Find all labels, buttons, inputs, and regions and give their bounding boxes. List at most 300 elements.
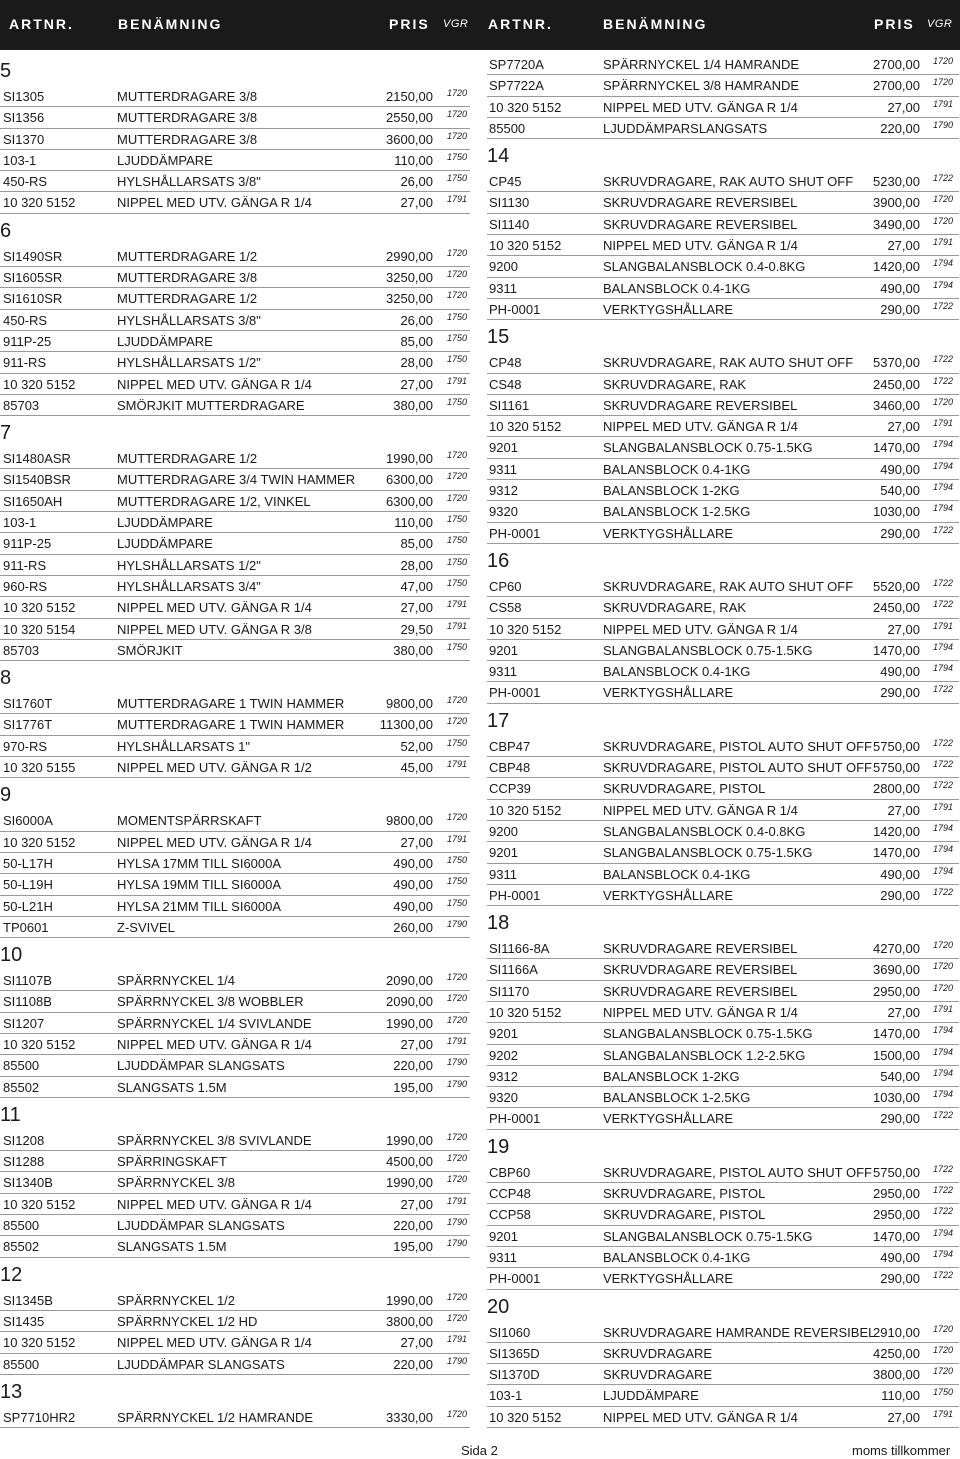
item-price: 27,00 — [400, 1196, 433, 1212]
article-number: 9200 — [489, 823, 518, 839]
price-list-row — [487, 416, 959, 437]
article-number: SI1166-8A — [489, 941, 550, 957]
item-name: SKRUVDRAGARE, RAK AUTO SHUT OFF — [603, 578, 854, 594]
product-group-code: 1722 — [933, 737, 954, 748]
product-group-code: 1750 — [447, 354, 468, 365]
item-price: 1990,00 — [386, 1015, 433, 1031]
item-name: SKRUVDRAGARE REVERSIBEL — [603, 216, 798, 232]
item-name: HYLSA 17MM TILL SI6000A — [117, 855, 282, 871]
item-name: NIPPEL MED UTV. GÄNGA R 1/4 — [603, 1409, 798, 1425]
group-number: 17 — [487, 709, 510, 732]
price-list-row — [487, 256, 959, 277]
item-price: 490,00 — [880, 461, 920, 477]
price-list-row — [0, 619, 470, 640]
item-name: SLANGBALANSBLOCK 1.2-2.5KG — [603, 1047, 806, 1063]
item-price: 2550,00 — [386, 110, 433, 126]
article-number: 10 320 5152 — [489, 99, 562, 115]
product-group-code: 1750 — [447, 641, 468, 652]
item-price: 380,00 — [393, 642, 433, 658]
article-number: SP7720A — [489, 57, 544, 72]
price-list-row — [487, 1407, 959, 1428]
item-name: MUTTERDRAGARE 3/8 — [117, 131, 258, 147]
item-price: 6300,00 — [386, 493, 433, 509]
item-price: 1990,00 — [386, 451, 433, 467]
article-number: SI1356 — [3, 110, 45, 126]
item-name: SKRUVDRAGARE REVERSIBEL — [603, 983, 798, 999]
item-price: 9800,00 — [386, 696, 433, 712]
product-group-code: 1722 — [933, 599, 954, 610]
price-list-row — [0, 991, 470, 1012]
item-price: 490,00 — [880, 866, 920, 882]
product-group-code: 1720 — [933, 982, 954, 993]
price-list-row — [487, 736, 959, 757]
item-name: LJUDDÄMPARSLANGSATS — [603, 120, 768, 136]
item-name: NIPPEL MED UTV. GÄNGA R 1/4 — [117, 834, 312, 850]
item-price: 2090,00 — [386, 994, 433, 1010]
price-list-row — [487, 981, 959, 1002]
item-price: 2450,00 — [873, 600, 920, 616]
price-list-row — [0, 1151, 470, 1172]
item-price: 27,00 — [887, 1004, 920, 1020]
item-name: NIPPEL MED UTV. GÄNGA R 1/4 — [117, 376, 312, 392]
article-number: PH-0001 — [489, 525, 541, 541]
price-list-row — [0, 331, 470, 352]
price-list-row — [0, 640, 470, 661]
item-price: 3460,00 — [873, 397, 920, 413]
item-name: SPÄRRNYCKEL 1/4 HAMRANDE — [603, 57, 800, 72]
product-group-code: 1750 — [447, 897, 468, 908]
item-price: 4250,00 — [873, 1345, 920, 1361]
item-name: LJUDDÄMPAR SLANGSATS — [117, 1356, 285, 1372]
item-price: 11300,00 — [379, 717, 433, 733]
product-group-code: 1720 — [447, 695, 468, 706]
price-list-row — [0, 1215, 470, 1236]
item-name: NIPPEL MED UTV. GÄNGA R 3/8 — [117, 621, 312, 637]
group-number: 11 — [0, 1103, 21, 1126]
item-name: LJUDDÄMPAR SLANGSATS — [117, 1218, 285, 1234]
price-list-row — [0, 86, 470, 107]
item-price: 540,00 — [880, 1068, 920, 1084]
price-list-row — [0, 1172, 470, 1193]
item-name: SLANGBALANSBLOCK 0.75-1.5KG — [603, 1228, 813, 1244]
item-name: SMÖRJKIT MUTTERDRAGARE — [117, 397, 305, 413]
group-number: 19 — [487, 1135, 510, 1158]
price-list-row — [487, 235, 959, 256]
article-number: SI1161 — [489, 397, 530, 413]
header-vgr-right: VGR — [927, 18, 953, 30]
price-list-row — [487, 757, 959, 778]
article-number: SI1370D — [489, 1367, 540, 1383]
article-number: SI1345B — [3, 1292, 53, 1308]
item-name: SLANGBALANSBLOCK 0.75-1.5KG — [603, 440, 813, 456]
product-group-code: 1750 — [447, 514, 468, 525]
item-name: VERKTYGSHÅLLARE — [603, 301, 734, 317]
article-number: CCP48 — [489, 1186, 531, 1202]
price-list-row — [487, 821, 959, 842]
product-group-code: 1720 — [447, 716, 468, 727]
price-list-row — [487, 501, 959, 522]
column-header-bar — [0, 0, 960, 50]
header-benamning-left: BENÄMNING — [118, 16, 223, 32]
price-list-row — [0, 853, 470, 874]
price-list-row — [487, 938, 959, 959]
item-name: SPÄRRINGSKAFT — [117, 1154, 227, 1170]
product-group-code: 1794 — [933, 1025, 954, 1036]
price-list-row — [0, 736, 470, 757]
price-list-row — [0, 1332, 470, 1353]
product-group-code: 1791 — [933, 1003, 954, 1014]
price-list-row — [0, 1130, 470, 1151]
item-name: SKRUVDRAGARE, RAK AUTO SHUT OFF — [603, 355, 854, 371]
item-price: 27,00 — [887, 621, 920, 637]
article-number: 911-RS — [3, 557, 47, 573]
group-number: 9 — [0, 784, 12, 807]
item-price: 4500,00 — [386, 1154, 433, 1170]
group-number: 18 — [487, 912, 510, 935]
item-name: SKRUVDRAGARE, RAK AUTO SHUT OFF — [603, 174, 854, 190]
price-list-row — [487, 1108, 959, 1129]
article-number: 50-L19H — [3, 877, 53, 893]
item-name: SLANGBALANSBLOCK 0.75-1.5KG — [603, 1026, 813, 1042]
price-list-row — [487, 1162, 959, 1183]
article-number: 9311 — [489, 461, 517, 477]
header-artnr-left: ARTNR. — [9, 16, 74, 32]
price-list-row — [487, 1385, 959, 1406]
price-list-column-left — [0, 54, 470, 1428]
product-group-code: 1720 — [447, 1014, 468, 1025]
item-name: SPÄRRNYCKEL 3/8 — [117, 1175, 236, 1191]
price-list-row — [487, 480, 959, 501]
article-number: 85502 — [3, 1239, 40, 1255]
item-price: 27,00 — [400, 600, 433, 616]
item-name: SKRUVDRAGARE — [603, 1345, 713, 1361]
item-price: 47,00 — [400, 578, 433, 594]
product-group-code: 1720 — [447, 1153, 468, 1164]
item-name: SLANGSATS 1.5M — [117, 1239, 227, 1255]
item-name: BALANSBLOCK 1-2KG — [603, 483, 740, 499]
item-name: Z-SVIVEL — [117, 919, 175, 935]
item-name: SKRUVDRAGARE, RAK — [603, 376, 747, 392]
product-group-code: 1750 — [447, 151, 468, 162]
product-group-code: 1720 — [933, 961, 954, 972]
article-number: 10 320 5152 — [3, 195, 76, 211]
price-list-row — [0, 555, 470, 576]
item-price: 1470,00 — [873, 845, 920, 861]
article-number: CBP47 — [489, 738, 531, 754]
item-name: HYLSHÅLLARSATS 3/8" — [117, 312, 261, 328]
item-price: 27,00 — [400, 1335, 433, 1351]
price-list-row — [0, 352, 470, 373]
item-price: 1470,00 — [873, 1228, 920, 1244]
item-name: NIPPEL MED UTV. GÄNGA R 1/4 — [603, 99, 798, 115]
product-group-code: 1794 — [933, 844, 954, 855]
item-price: 5370,00 — [873, 355, 920, 371]
article-number: SI1130 — [489, 195, 530, 211]
item-price: 290,00 — [880, 525, 920, 541]
product-group-code: 1720 — [447, 492, 468, 503]
article-number: 10 320 5152 — [489, 802, 562, 818]
item-name: SKRUVDRAGARE REVERSIBEL — [603, 397, 798, 413]
product-group-code: 1720 — [447, 247, 468, 258]
item-name: HYLSHÅLLARSATS 3/8" — [117, 174, 261, 190]
price-list-row — [487, 395, 959, 416]
item-price: 4270,00 — [873, 941, 920, 957]
item-price: 3330,00 — [386, 1409, 433, 1425]
group-number: 12 — [0, 1263, 23, 1286]
product-group-code: 1791 — [447, 1195, 468, 1206]
article-number: CP60 — [489, 578, 522, 594]
product-group-code: 1720 — [447, 993, 468, 1004]
price-list-row — [0, 896, 470, 917]
article-number: 10 320 5154 — [3, 621, 76, 637]
group-number: 10 — [0, 944, 23, 967]
price-list-row — [487, 1247, 959, 1268]
price-list-row — [0, 1311, 470, 1332]
item-price: 27,00 — [887, 238, 920, 254]
item-price: 490,00 — [880, 280, 920, 296]
price-list-row — [487, 214, 959, 235]
price-list-row — [0, 171, 470, 192]
item-name: NIPPEL MED UTV. GÄNGA R 1/4 — [117, 1036, 312, 1052]
article-number: SI1170 — [489, 983, 530, 999]
item-price: 9800,00 — [386, 813, 433, 829]
item-name: SPÄRRNYCKEL 1/2 HAMRANDE — [117, 1409, 314, 1425]
item-name: VERKTYGSHÅLLARE — [603, 685, 734, 701]
product-group-code: 1791 — [447, 599, 468, 610]
article-number: SI1340B — [3, 1175, 53, 1191]
item-price: 2150,00 — [386, 89, 433, 104]
article-number: 9320 — [489, 1090, 518, 1106]
product-group-code: 1794 — [933, 1046, 954, 1057]
item-name: LJUDDÄMPARE — [117, 333, 213, 349]
product-group-code: 1720 — [933, 194, 954, 205]
item-name: SKRUVDRAGARE, PISTOL AUTO SHUT OFF — [603, 760, 872, 776]
article-number: SI1490SR — [3, 248, 63, 264]
item-price: 5230,00 — [873, 174, 920, 190]
product-group-code: 1720 — [447, 88, 468, 98]
article-number: SI1107B — [3, 973, 52, 989]
item-name: LJUDDÄMPARE — [117, 536, 213, 552]
product-group-code: 1790 — [933, 119, 954, 130]
header-pris-left: PRIS — [389, 16, 430, 32]
item-price: 2450,00 — [873, 376, 920, 392]
item-price: 1420,00 — [873, 823, 920, 839]
product-group-code: 1722 — [933, 1270, 954, 1281]
item-name: MUTTERDRAGARE 1/2 — [117, 451, 258, 467]
item-name: HYLSA 21MM TILL SI6000A — [117, 898, 282, 914]
item-price: 2950,00 — [873, 1186, 920, 1202]
product-group-code: 1750 — [447, 311, 468, 322]
price-list-row — [487, 1226, 959, 1247]
group-number: 6 — [0, 219, 12, 242]
product-group-code: 1794 — [933, 1227, 954, 1238]
item-price: 1990,00 — [386, 1132, 433, 1148]
product-group-code: 1720 — [447, 1408, 468, 1419]
article-number: CBP48 — [489, 760, 531, 776]
article-number: SI1208 — [3, 1132, 45, 1148]
item-price: 3600,00 — [386, 131, 433, 147]
item-price: 290,00 — [880, 685, 920, 701]
item-price: 2700,00 — [873, 78, 920, 94]
product-group-code: 1750 — [447, 396, 468, 407]
product-group-code: 1720 — [447, 1131, 468, 1142]
article-number: 10 320 5152 — [489, 419, 562, 435]
item-price: 110,00 — [881, 1388, 920, 1404]
article-number: 85500 — [3, 1218, 40, 1234]
article-number: CBP60 — [489, 1164, 531, 1180]
product-group-code: 1722 — [933, 886, 954, 897]
article-number: 9311 — [489, 664, 517, 680]
item-price: 27,00 — [400, 834, 433, 850]
price-list-row — [487, 1183, 959, 1204]
item-price: 5750,00 — [873, 738, 920, 754]
item-price: 2910,00 — [873, 1324, 920, 1340]
price-list-row — [487, 1364, 959, 1385]
product-group-code: 1722 — [933, 354, 954, 365]
price-list-row — [0, 374, 470, 395]
item-price: 27,00 — [400, 1036, 433, 1052]
article-number: 10 320 5152 — [3, 834, 76, 850]
product-group-code: 1794 — [933, 503, 954, 514]
price-list-row — [487, 619, 959, 640]
item-name: SLANGSATS 1.5M — [117, 1079, 227, 1095]
item-name: NIPPEL MED UTV. GÄNGA R 1/4 — [117, 600, 312, 616]
item-price: 27,00 — [400, 195, 433, 211]
price-list-row — [487, 1343, 959, 1364]
price-list-row — [0, 512, 470, 533]
article-number: 450-RS — [3, 174, 48, 190]
product-group-code: 1794 — [933, 482, 954, 493]
price-list-row — [0, 970, 470, 991]
article-number: 103-1 — [3, 515, 37, 531]
product-group-code: 1720 — [447, 1174, 468, 1185]
price-list-row — [487, 437, 959, 458]
item-price: 220,00 — [393, 1356, 433, 1372]
product-group-code: 1794 — [933, 279, 954, 290]
price-list-row — [487, 192, 959, 213]
product-group-code: 1720 — [933, 215, 954, 226]
item-name: NIPPEL MED UTV. GÄNGA R 1/4 — [603, 1004, 798, 1020]
item-price: 220,00 — [880, 120, 920, 136]
group-number: 20 — [487, 1295, 510, 1318]
item-name: NIPPEL MED UTV. GÄNGA R 1/4 — [117, 1335, 312, 1351]
item-price: 490,00 — [880, 1249, 920, 1265]
product-group-code: 1791 — [933, 418, 954, 429]
item-price: 1470,00 — [873, 1026, 920, 1042]
product-group-code: 1750 — [447, 737, 468, 748]
price-list-row — [487, 1204, 959, 1225]
item-name: SPÄRRNYCKEL 3/8 HAMRANDE — [603, 78, 800, 94]
product-group-code: 1720 — [447, 109, 468, 120]
article-number: SI1370 — [3, 131, 45, 147]
item-name: SKRUVDRAGARE, PISTOL — [603, 1207, 766, 1223]
price-list-row — [487, 352, 959, 373]
item-name: BALANSBLOCK 0.4-1KG — [603, 280, 751, 296]
article-number: PH-0001 — [489, 1111, 541, 1127]
item-name: BALANSBLOCK 0.4-1KG — [603, 664, 751, 680]
item-price: 26,00 — [400, 312, 433, 328]
price-list-row — [487, 885, 959, 906]
product-group-code: 1791 — [933, 98, 954, 109]
article-number: 9311 — [489, 866, 517, 882]
article-number: 85703 — [3, 397, 40, 413]
item-name: SLANGBALANSBLOCK 0.75-1.5KG — [603, 642, 813, 658]
article-number: 10 320 5152 — [3, 1335, 76, 1351]
item-name: BALANSBLOCK 0.4-1KG — [603, 866, 751, 882]
product-group-code: 1720 — [447, 290, 468, 301]
price-list-row — [0, 714, 470, 735]
product-group-code: 1722 — [933, 300, 954, 311]
price-list-row — [0, 150, 470, 171]
price-list-row — [487, 171, 959, 192]
item-name: VERKTYGSHÅLLARE — [603, 525, 734, 541]
item-price: 3490,00 — [873, 216, 920, 232]
item-price: 380,00 — [393, 397, 433, 413]
article-number: SI1776T — [3, 717, 53, 733]
price-list-row — [0, 576, 470, 597]
price-list-row — [487, 1002, 959, 1023]
article-number: SI1305 — [3, 89, 45, 104]
article-number: SI1480ASR — [3, 451, 71, 467]
item-price: 26,00 — [400, 174, 433, 190]
item-name: SKRUVDRAGARE, PISTOL AUTO SHUT OFF — [603, 738, 872, 754]
price-list-row — [0, 1034, 470, 1055]
product-group-code: 1720 — [933, 396, 954, 407]
item-name: MUTTERDRAGARE 3/8 — [117, 270, 258, 286]
item-name: SKRUVDRAGARE, PISTOL — [603, 781, 766, 797]
item-price: 5750,00 — [873, 760, 920, 776]
item-price: 3800,00 — [873, 1367, 920, 1383]
article-number: 9311 — [489, 280, 517, 296]
group-number: 8 — [0, 667, 12, 690]
item-name: NIPPEL MED UTV. GÄNGA R 1/4 — [117, 195, 312, 211]
product-group-code: 1791 — [447, 1035, 468, 1046]
header-artnr-right: ARTNR. — [488, 16, 553, 32]
price-list-row — [0, 810, 470, 831]
item-price: 27,00 — [887, 802, 920, 818]
product-group-code: 1720 — [447, 972, 468, 983]
item-name: MUTTERDRAGARE 1/2 — [117, 248, 258, 264]
item-name: HYLSHÅLLARSATS 3/4" — [117, 578, 261, 594]
page-number: Sida 2 — [461, 1443, 498, 1458]
price-list-row — [0, 874, 470, 895]
header-benamning-right: BENÄMNING — [603, 16, 708, 32]
product-group-code: 1750 — [447, 332, 468, 343]
item-name: SKRUVDRAGARE, PISTOL — [603, 1186, 766, 1202]
item-name: HYLSHÅLLARSATS 1" — [117, 738, 250, 754]
article-number: 9312 — [489, 483, 518, 499]
article-number: PH-0001 — [489, 1271, 541, 1287]
item-name: BALANSBLOCK 1-2KG — [603, 1068, 740, 1084]
price-list-row — [487, 54, 959, 75]
article-number: CP45 — [489, 174, 522, 190]
article-number: 103-1 — [3, 152, 37, 168]
item-name: NIPPEL MED UTV. GÄNGA R 1/4 — [117, 1196, 312, 1212]
item-price: 85,00 — [400, 333, 433, 349]
article-number: SI1650AH — [3, 493, 63, 509]
item-price: 195,00 — [393, 1239, 433, 1255]
product-group-code: 1720 — [933, 1366, 954, 1377]
article-number: SI1540BSR — [3, 472, 71, 488]
item-price: 540,00 — [880, 483, 920, 499]
product-group-code: 1750 — [447, 535, 468, 546]
item-price: 29,50 — [400, 621, 433, 637]
article-number: CP48 — [489, 355, 522, 371]
product-group-code: 1720 — [447, 450, 468, 461]
article-number: 85500 — [489, 120, 526, 136]
item-name: HYLSA 19MM TILL SI6000A — [117, 877, 282, 893]
item-price: 6300,00 — [386, 472, 433, 488]
